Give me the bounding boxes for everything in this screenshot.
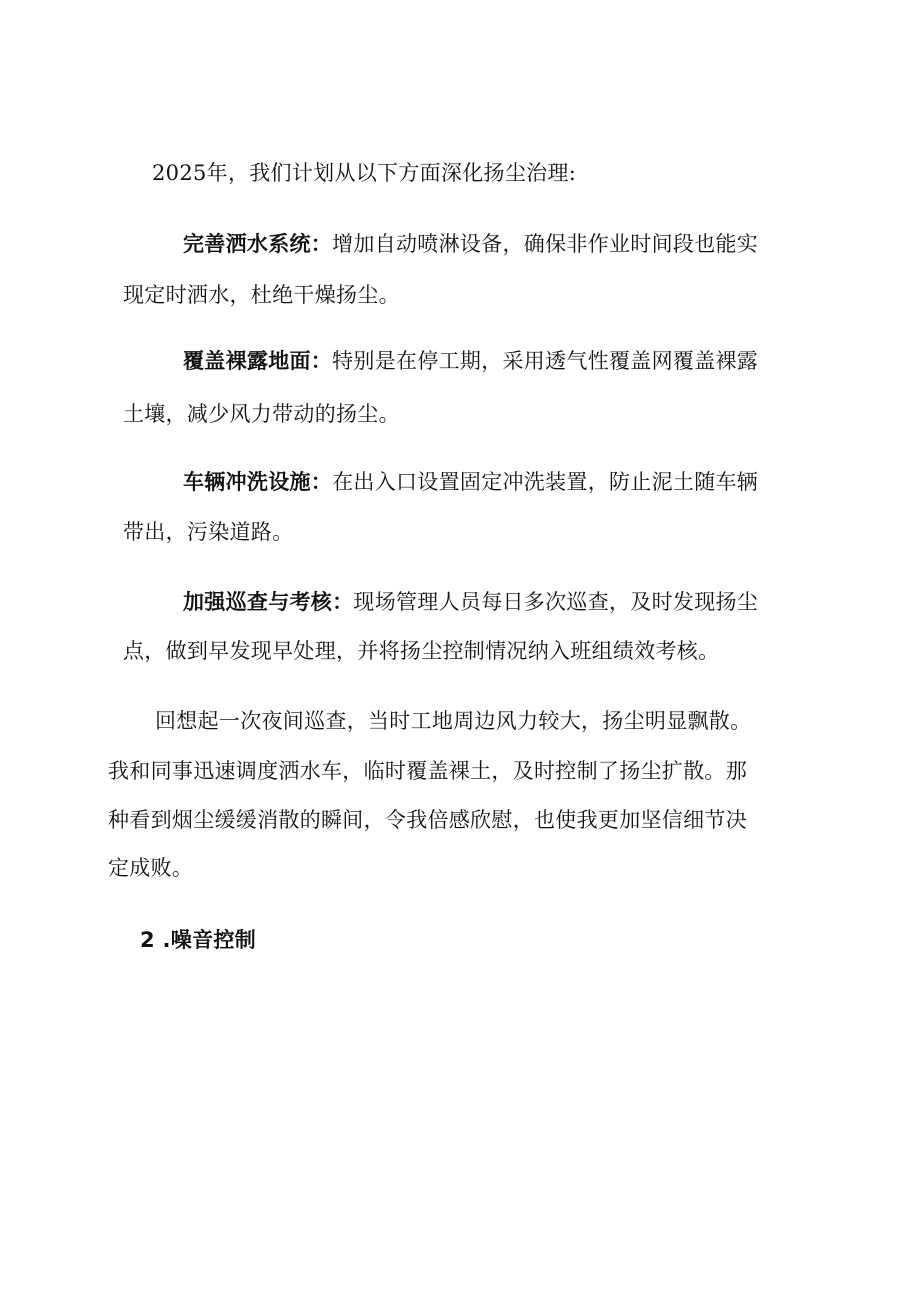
measure-title: 加强巡查与考核：: [183, 589, 354, 614]
intro-paragraph: 2025年，我们计划从以下方面深化扬尘治理:: [152, 161, 577, 185]
section-heading: 2 .噪音控制: [140, 928, 256, 952]
reflection-line-2: 我和同事迅速调度洒水车，临时覆盖裸土，及时控制了扬尘扩散。那: [108, 759, 747, 783]
measure-text: 在出入口设置固定冲洗装置，防止泥土随车辆: [332, 470, 759, 494]
measure-title: 完善洒水系统：: [183, 231, 333, 256]
measure-vehicle-wash-continued: 带出，污染道路。: [123, 520, 294, 544]
measure-text: 现场管理人员每日多次巡查，及时发现扬尘: [353, 590, 759, 614]
measure-text: 特别是在停工期，采用透气性覆盖网覆盖裸露: [332, 349, 759, 373]
measure-sprinkler-continued: 现定时洒水，杜绝干燥扬尘。: [123, 283, 400, 307]
measure-title: 车辆冲洗设施：: [183, 469, 333, 494]
reflection-line-3: 种看到烟尘缓缓消散的瞬间，令我倍感欣慰，也使我更加坚信细节决: [108, 808, 747, 832]
reflection-line-4: 定成败。: [108, 856, 194, 880]
measure-cover-ground-continued: 土壤，减少风力带动的扬尘。: [123, 402, 400, 426]
measure-inspection: [183, 587, 758, 617]
measure-cover-ground: [183, 346, 758, 376]
measure-vehicle-wash: [183, 467, 758, 497]
measure-inspection-continued: 点，做到早发现早处理，并将扬尘控制情况纳入班组绩效考核。: [123, 639, 720, 663]
measure-sprinkler: [183, 229, 758, 259]
measure-text: 增加自动喷淋设备，确保非作业时间段也能实: [332, 232, 759, 256]
reflection-line-1: 回想起一次夜间巡查，当时工地周边风力较大，扬尘明显飘散。: [155, 709, 752, 733]
measure-title: 覆盖裸露地面：: [183, 348, 333, 373]
